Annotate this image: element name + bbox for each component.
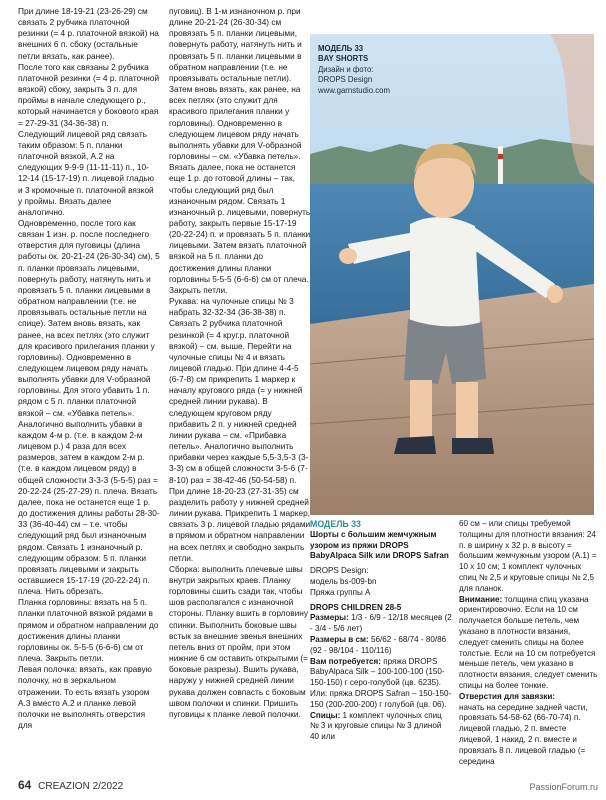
caption-subtitle: BAY SHORTS [318,54,369,64]
caption-website: www.garnstudio.com [318,85,390,95]
attention-value: толщина спиц указана ориентировочно. Если на 10 см получается больше петель, чем указано в плотности вязания, следует сменить спицы на более толстые. Если на 10 см потребуется меньше петель, чем указано в плотности вязания, следует сменить спицы на более тонкие. [459,594,598,690]
text-column-3 [310,519,452,781]
column-1-text: При длине 18-19-21 (23-26-29) см связать 2 рубчика платочной резинки (= 4 р. платочной вязкой) на внешних 6 п. сбоку (остальные петли вязать, как ранее). После того как связаны 2 рубчика платочной резинки (= 4 р. платочной вязкой) сбоку, закрыть 3 п. для проймы в начале следующего р., который начинается у бокового края = 27-29-31 (34-36-38) п. Следующий лицевой ряд связать таким образом: 5 п. планки платочной вязкой, A.2 на следующих 9-9-9 (11-11-11) п., 10-12-14 (15-17-19) п. лицевой гладью и 3 кромочные п. платочной вязкой у проймы. Вязать далее аналогично. Одновременно, после того как связан 1 изн. р. после последнего отверстия для пуговицы (длина работы ок. 20-21-24 (26-30-34) см), 5 п. планки провязать лицевыми, повернуть работу, натянуть нить и провязать 5 п. планки лицевыми в обратном направлении (т.е. не провязывать остальные петли на спице). Затем вновь вязать, как ранее, на всех петлях (это служит для красивого прилегания планки у горловины). Одновременно в следующем лицевом ряду начать выполнять убавки для V-образной горловины. Для этого убавить 1 п. рядом с 5 п. планки платочной вязкой – см. «Убавка петель». Аналогично выполнить убавки в каждом 4-м р. (т.е. в каждом 2-м лицевом р.) 4 раза для всех размеров, затем в каждом 2-м р. (т.е. в каждом лицевом ряду) в общей сложности 3-3-3 (5-5-5) раз = 20-22-24 (25-27-29) п. плеча. Вязать далее, пока не останется еще 1 р. до достижения длины работы 28-30-33 (36-40-44) см – т.е. чтобы следующий ряд был изнаночным рядом. Связать 1 изнаночный р. следующим образом: 5 п. планки провязать лицевыми и закрыть оставшиеся 15-17-19 (20-22-24) п. плеча. Нить обрезать. Планка горловины: вязать на 5 п. планки платочной вязкой рядами в прямом и обратном направлении до достижения длины планки горловины ок. 5-5-5 (6-6-6) см от плеча. Закрыть петли. Левая полочка: вязать, как правую полочку, но в зеркальном отражении. То есть вязать узором A.3 вместо A.2 и планке левой полочки не выполнять отверстия для [18,6,160,730]
needles [310,711,452,743]
needs-label: Вам потребуется: [310,656,381,666]
size-cm [310,635,452,657]
size-cm-label: Размеры в см: [310,634,369,644]
sizes-label: Размеры: [310,613,349,623]
series-name: DROPS CHILDREN 28-5 [310,602,402,612]
model-heading: Шорты с большим жемчужным узором из пряжи DROPS BabyAlpaca Silk или DROPS Safran [310,529,449,561]
design-label: DROPS Design: [310,566,369,576]
text-column-2 [169,6,311,766]
needs-value: пряжа DROPS BabyAlpaca Silk – 100-100-100 (150-150-150) г серо-голубой (цв. 6235). Или: пряжа DROPS Safran – 150-150-150 (200-200-200) г голубой (цв. 06). [310,656,452,709]
text-column-1 [18,6,160,768]
page-number: 64 [18,778,32,792]
attention [459,595,601,692]
lighthouse [498,146,503,184]
magazine-issue: CREAZION 2/2022 [38,781,124,792]
caption-credit-label: Дизайн и фото: [318,64,374,74]
gauge-text: 60 см – или спицы требуемой толщины для плотности вязания: 24 п. в ширину х 32 р. в высоту = большим жемчужным узором (A.1) = 10 х 10 см; 1 комплект чулочных спиц № 2,5 и круговые спицы № 2,5 для планок. [459,519,597,593]
needles-value: 1 комплект чулочных спиц № 3 и круговые спицы № 3 длиной 40 или [310,710,442,742]
sizes-value: 1/3 - 6/9 - 12/18 месяцев (2 - 3/4 - 5/6 лет) [310,613,452,634]
holes-value: начать на середине задней части, провязать 54-58-62 (66-70-74) п. лицевой гладью, 2 п. вместе лицевой, 1 накид, 2 п. вместе и провязать 8 п. лицевой гладью (= середина [459,702,588,766]
model-title: МОДЕЛЬ 33 [310,519,361,529]
watermark: PassionForum.ru [529,782,598,792]
model-photo [310,34,594,515]
photo-caption [318,44,448,96]
size-cm-value: 56/62 - 68/74 - 80/86 (92 - 98/104 - 110/116) [310,634,447,655]
column-2-text: пуговиц). В 1-м изнаночном р. при длине 20-21-24 (26-30-34) см провязать 5 п. планки лицевыми, повернуть работу, натянуть нить и провязать 5 п. планки лицевыми в обратном направлении (т.е. не провязывать остальные петли). Затем вновь вязать, как ранее, на всех петлях (это служит для красивого прилегания планки у горловины). Одновременно в следующем лицевом ряду начать выполнять убавки для V-образной горловины – см. «Убавка петель». Вязать далее, пока не останется еще 1 р. до готовой длины – так, чтобы следующий ряд был изнаночным рядом. Связать 1 изнаночный р. лицевыми, повернуть работу, закрыть первые 15-17-19 (20-22-24) п. и провязать 5 п. планки лицевыми. Затем вязать платочной вязкой на 5 п. планки до достижения длины планки горловины 5-5-5 (6-6-6) см от плеча. Закрыть петли. Рукава: на чулочные спицы № 3 набрать 32-32-34 (36-38-38) п. Связать 2 рубчика платочной резинкой (= 4 круг.р. платочной вязкой) – см. выше. Перейти на чулочные спицы № 4 и вязать лицевой гладью. При длине 4-4-5 (6-7-8) см прикрепить 1 маркер к началу кругового ряда (= у нижней средней линии рукава). В следующем круговом ряду прибавить 2 п. у нижней средней линии рукава – см. «Прибавка петель». Аналогично выполнить прибавки через каждые 5,5-3,5-3 (3-3-3) см в общей сложности 3-5-6 (7-8-10) раз = 38-42-46 (50-54-58) п. При длине 18-20-23 (27-31-35) см разделить работу у нижней средней линии рукава. Прикрепить 1 маркер, связать 3 р. лицевой гладью рядами в прямом и обратном направлении на всех петлях и свободно закрыть петли. Сборка: выполнить плечевые швы внутри закрытых краев. Планку горловины сшить сзади так, чтобы шов располагался с изнаночной стороны. Планку вшить в горловину спинки. Выполнить боковые швы встык за внешние звенья внешних петель вниз от пройм, при этом нижние 6 см оставить открытыми (= боковые разрезы). Вшить рукава, наружу у нижней средней линии рукава должен совпасть с боковым швом полочки и спинки. Пришить пуговицы к планке левой полочки. [169,6,311,719]
caption-title: МОДЕЛЬ 33 [318,44,364,53]
holes-label: Отверстия для завязки: [459,691,555,701]
sizes [310,613,452,635]
design-model: модель bs-009-bn [310,576,377,586]
attention-label: Внимание: [459,594,503,604]
photo-illustration [310,34,594,515]
needles-label: Спицы: [310,710,341,720]
caption-credit-name: DROPS Design [318,75,373,85]
page-footer [18,778,123,792]
yarn-group: Пряжа группы А [310,587,371,597]
needs [310,657,452,711]
text-column-4 [459,519,601,781]
